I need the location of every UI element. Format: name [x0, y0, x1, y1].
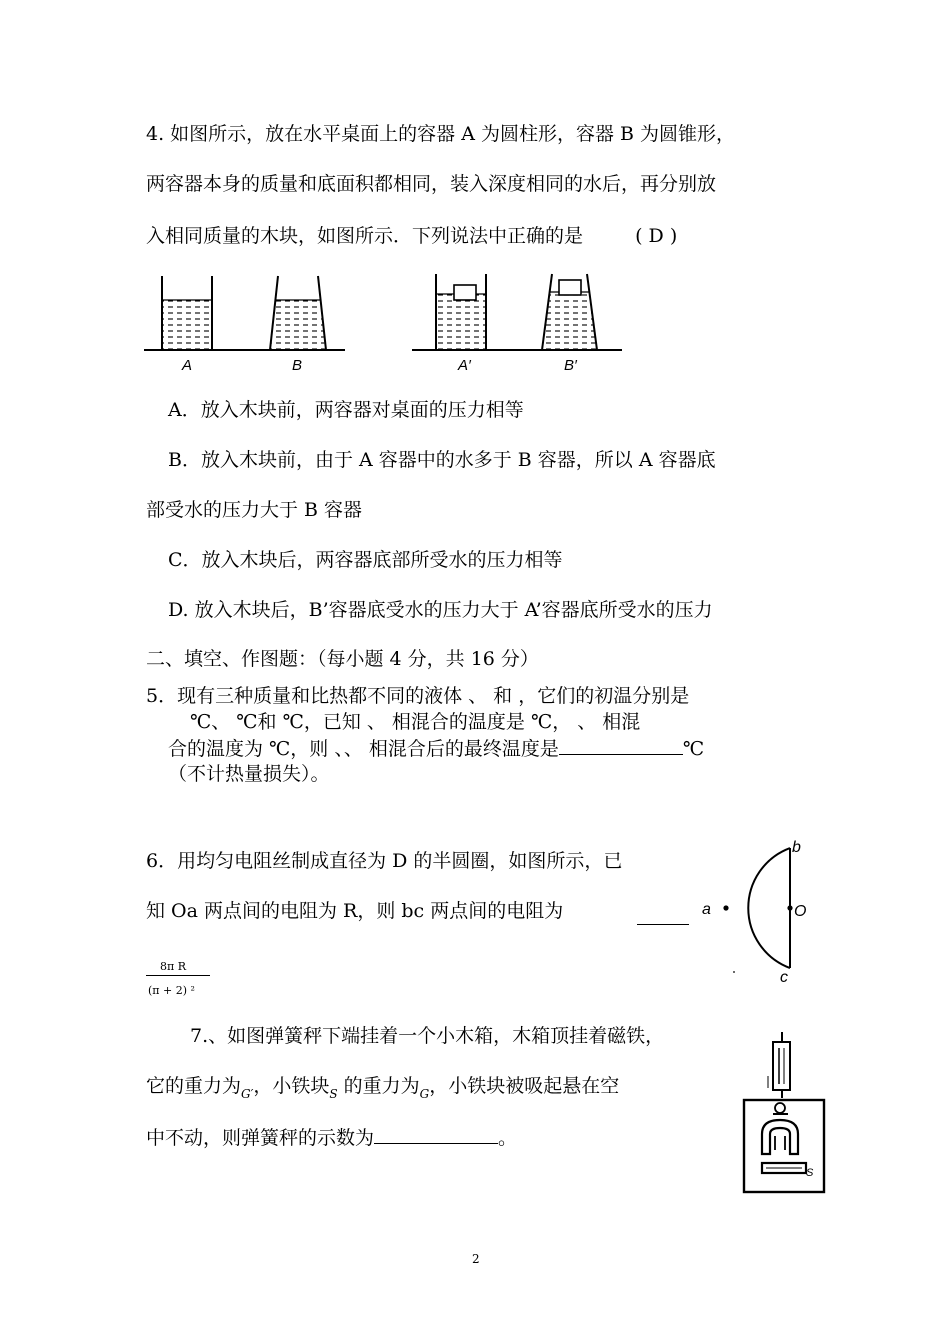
label-a: A — [182, 357, 193, 374]
q7-text-e: 中不动，则弹簧秤的示数为 — [146, 1127, 375, 1149]
q7-text-f: 。 — [498, 1127, 518, 1149]
q5-line-2: ℃、 ℃和 ℃，已知 、 相混合的温度是 ℃， 、 相混 — [190, 711, 641, 733]
label-b: B — [292, 357, 303, 374]
q5-line-1: 5．现有三种质量和比热都不同的液体 、 和 ，它们的初温分别是 — [146, 685, 690, 707]
q5-unit: ℃ — [682, 738, 705, 760]
q5-line-3 — [168, 736, 704, 761]
q7-line-3 — [146, 1125, 517, 1150]
q6-line-2-text: 知 Oa 两点间的电阻为 R，则 bc 两点间的电阻为 — [146, 900, 564, 922]
q4-line-2: 两容器本身的质量和底面积都相同，装入深度相同的水后，再分别放 — [146, 173, 717, 195]
container-b — [270, 276, 326, 350]
q4-option-c: C．放入木块后，两容器底部所受水的压力相等 — [168, 549, 563, 571]
q4-option-a: A．放入木块前，两容器对桌面的压力相等 — [168, 399, 524, 421]
q5-answer-blank[interactable] — [559, 736, 683, 755]
q6-answer-numerator: 8π R — [160, 960, 187, 973]
q7-spring-scale-figure — [738, 1030, 834, 1200]
q7-text-a: 它的重力为 — [146, 1075, 242, 1097]
q4-answer: ( D ) — [635, 225, 678, 247]
q4-option-b-line-1: B．放入木块前，由于 A 容器中的水多于 B 容器，所以 A 容器底 — [168, 449, 716, 471]
label-b: b — [792, 839, 801, 856]
q6-line-2 — [146, 899, 563, 923]
wood-block — [559, 280, 581, 295]
container-a — [162, 276, 212, 350]
q4-line-3 — [146, 224, 677, 248]
q7-line-1: 7.、如图弹簧秤下端挂着一个小木箱，木箱顶挂着磁铁， — [190, 1025, 665, 1047]
q7-text-c: 的重力为 — [337, 1075, 420, 1097]
label-o: O — [794, 903, 807, 920]
q7-line-2 — [146, 1074, 619, 1100]
g-symbol: G — [419, 1087, 430, 1101]
q4-option-b-line-2: 部受水的压力大于 B 容器 — [146, 499, 363, 521]
label-a-prime: A′ — [458, 357, 471, 374]
label-c: c — [780, 969, 788, 984]
fraction-bar — [146, 975, 210, 976]
q6-line-1: 6．用均匀电阻丝制成直径为 D 的半圆圈，如图所示，已 — [146, 850, 623, 872]
q7-answer-blank[interactable] — [374, 1125, 498, 1144]
s-symbol: S — [329, 1087, 338, 1101]
container-a-prime — [436, 274, 486, 350]
q4-container-figure — [140, 268, 640, 378]
section-2-heading: 二、填空、作图题：（每小题 4 分，共 16 分） — [146, 648, 539, 670]
wood-block — [454, 285, 476, 300]
label-s: S — [806, 1167, 814, 1179]
q5-line-3-text: 合的温度为 ℃，则 、、 相混合后的最终温度是 — [168, 738, 559, 760]
q4-question-text: 入相同质量的木块，如图所示．下列说法中正确的是 — [146, 225, 584, 247]
label-b-prime: B′ — [564, 357, 577, 374]
label-a: a — [702, 901, 711, 918]
q6-semicircle-figure — [698, 834, 818, 984]
container-b-prime — [542, 274, 597, 350]
q7-text-b: ，小铁块 — [253, 1075, 330, 1097]
g-prime-symbol: G′ — [241, 1087, 254, 1101]
page-number: 2 — [472, 1252, 480, 1266]
q7-text-d: ，小铁块被吸起悬在空 — [429, 1075, 620, 1097]
q6-answer-blank[interactable] — [637, 906, 689, 925]
q5-line-4: （不计热量损失）。 — [168, 763, 330, 785]
q4-option-d: D. 放入木块后，B’容器底受水的压力大于 A’容器底所受水的压力 — [168, 599, 713, 621]
q4-line-1: 4. 如图所示，放在水平桌面上的容器 A 为圆柱形，容器 B 为圆锥形， — [146, 123, 736, 145]
q6-answer-denominator: (π + 2) ² — [148, 984, 195, 997]
